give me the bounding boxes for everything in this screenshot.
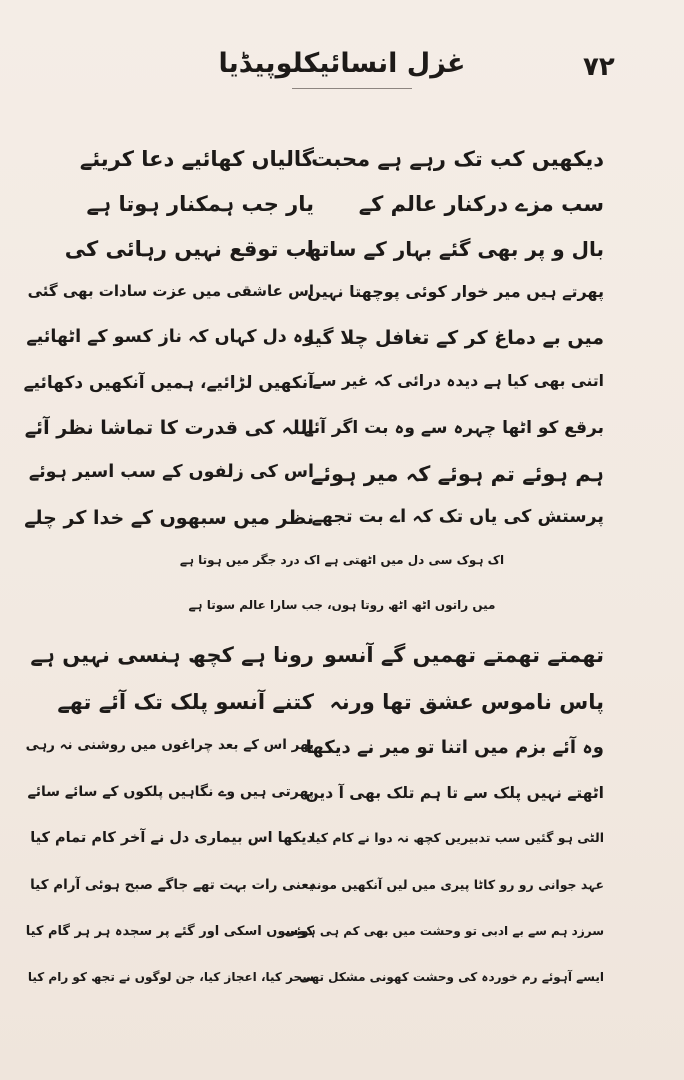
verse-left: گالیاں کھائیے دعا کریئے [79, 147, 314, 171]
verse-left: یار جب ہمکنار ہوتا ہے [86, 192, 314, 216]
verse-left: اللہ کی قدرت کا تماشا نظر آئے [24, 417, 314, 439]
verse-right: برقع کو اٹھا چہرہ سے وہ بت اگر آئے [303, 418, 604, 438]
verse-right: وہ آئے بزم میں اتنا تو میر نے دیکھا [305, 737, 604, 758]
verse-left: آنکھیں لڑائیے، ہمیں آنکھیں دکھائیے [23, 373, 314, 393]
verse-left: پھرتی ہیں وے نگاہیں پلکوں کے سائے سائے [27, 784, 314, 800]
verse-right: عہد جوانی رو رو کاٹا پیری میں لیں آنکھیں موند [309, 877, 604, 892]
verse-right: اٹھتے نہیں پلک سے تا ہم تلک بھی آ دیں [305, 784, 604, 802]
verse-left: یعنی رات بہت تھے جاگے صبح ہوئی آرام کیا [30, 877, 314, 893]
verse-left: دیکھا اس بیماری دل نے آخر کام تمام کیا [30, 830, 314, 846]
verse-right: پرستش کی یاں تک کہ اے بت تجھے [311, 507, 604, 527]
verse-right: تھمتے تھمتے تھمیں گے آنسو [323, 643, 604, 667]
verse-right: ہم ہوئے تم ہوئے کہ میر ہوئے [310, 462, 604, 486]
verse-left: سحر کیا، اعجاز کیا، جن لوگوں نے تجھ کو رام کیا [27, 970, 314, 984]
verse-right: سرزد ہم سے بے ادبی تو وحشت میں بھی کم ہی ہوئی [284, 924, 604, 938]
verse-left: کوسوں اسکی اور گئے پر سجدہ ہر ہر گام کیا [25, 924, 314, 939]
verse-right: اتنی بھی کیا ہے دیدہ درائی کہ غیر سے [312, 372, 604, 390]
verse-right: بال و پر بھی گئے بہار کے ساتھ [304, 237, 604, 261]
verse-right: ایسے آہوئے رم خوردہ کی وحشت کھونی مشکل تھی [299, 970, 604, 984]
verse-left: اس عاشقی میں عزت سادات بھی گئی [27, 282, 314, 300]
verse-left: پھر اس کے بعد چراغوں میں روشنی نہ رہی [25, 737, 314, 753]
verse-right: پاس ناموس عشق تھا ورنہ [329, 690, 604, 714]
centered-verse: اک ہوک سی دل میں اٹھتی ہے اک درد جگر میں ہوتا ہے [179, 553, 505, 567]
verse-left: نظر میں سبھوں کے خدا کر چلے [24, 507, 314, 529]
verse-left: اب توقع نہیں رہائی کی [64, 237, 314, 261]
verse-left: وہ دل کہاں کہ ناز کسو کے اٹھائیے [26, 327, 314, 347]
verse-left: کتنے آنسو پلک تک آئے تھے [57, 690, 314, 714]
verse-right: الٹی ہو گئیں سب تدبیریں کچھ نہ دوا نے کام کیا [310, 830, 604, 845]
page-number: ۷۲ [583, 52, 615, 82]
verse-left: اس کی زلفوں کے سب اسیر ہوئے [28, 462, 314, 482]
verse-right: دیکھیں کب تک رہے ہے محبت [311, 147, 604, 171]
page-title: غزل انسائیکلوپیڈیا [218, 48, 466, 79]
verse-right: پھرتے ہیں میر خوار کوئی پوچھتا نہیں [307, 282, 604, 301]
verse-right: سب مزے درکنار عالم کے [358, 192, 604, 216]
verse-right: میں بے دماغ کر کے تغافل چلا گیا [307, 327, 604, 349]
centered-verse: میں راتوں اٹھ اٹھ روتا ہوں، جب سارا عالم سوتا ہے [188, 598, 496, 612]
verse-left: رونا ہے کچھ ہنسی نہیں ہے [30, 643, 314, 667]
